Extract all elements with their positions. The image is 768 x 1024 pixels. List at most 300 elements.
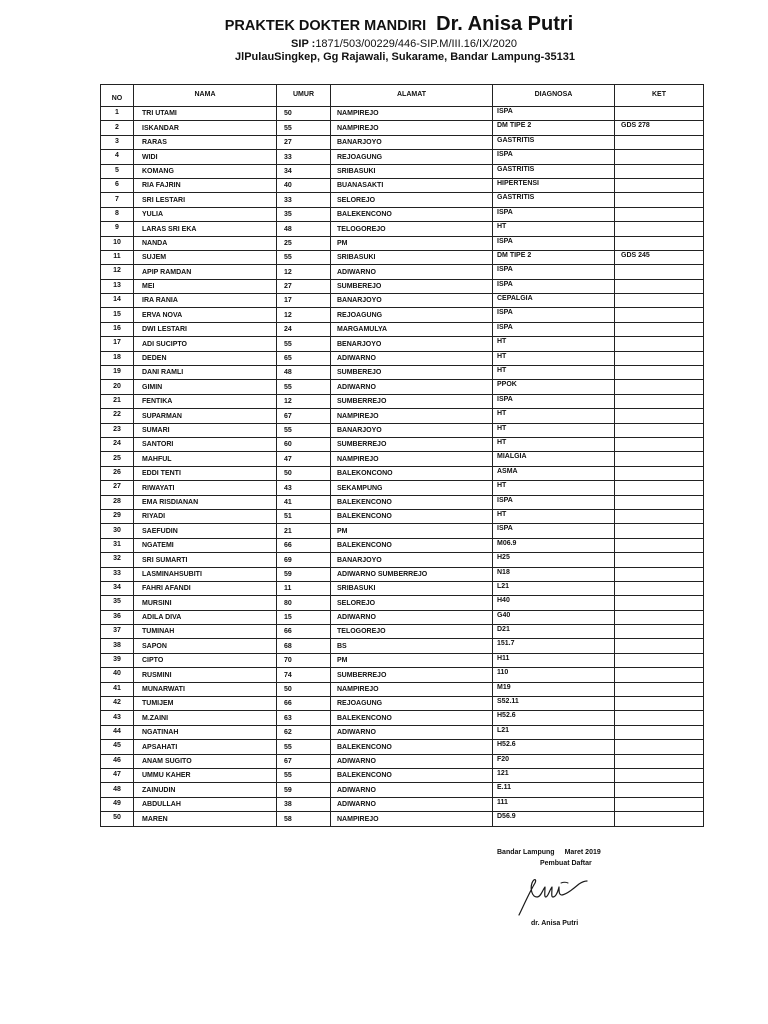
cell-nama: MAREN — [134, 812, 277, 826]
cell-alamat: TELOGOREJO — [331, 222, 493, 236]
cell-diagnosa: D56.9 — [493, 812, 615, 826]
cell-alamat: NAMPIREJO — [331, 683, 493, 697]
cell-alamat: BALEKENCONO — [331, 510, 493, 524]
cell-diagnosa: ISPA — [493, 308, 615, 322]
cell-nama: SRI LESTARI — [134, 193, 277, 207]
cell-no: 13 — [101, 280, 134, 294]
cell-diagnosa: H11 — [493, 654, 615, 668]
cell-nama: ADI SUCIPTO — [134, 337, 277, 351]
cell-alamat: REJOAGUNG — [331, 697, 493, 711]
cell-umur: 69 — [277, 553, 331, 567]
signer-role: Pembuat Daftar — [540, 860, 592, 867]
cell-diagnosa: ISPA — [493, 150, 615, 164]
cell-diagnosa: HT — [493, 337, 615, 351]
cell-diagnosa: ISPA — [493, 524, 615, 538]
cell-umur: 59 — [277, 783, 331, 797]
cell-no: 3 — [101, 136, 134, 150]
cell-alamat: BENARJOYO — [331, 337, 493, 351]
signer-name: dr. Anisa Putri — [531, 920, 579, 927]
cell-ket — [615, 165, 704, 179]
cell-umur: 21 — [277, 524, 331, 538]
cell-umur: 67 — [277, 755, 331, 769]
cell-no: 2 — [101, 121, 134, 135]
cell-nama: TUMINAH — [134, 625, 277, 639]
cell-diagnosa: CEPALGIA — [493, 294, 615, 308]
cell-diagnosa: HT — [493, 481, 615, 495]
cell-umur: 59 — [277, 568, 331, 582]
cell-ket — [615, 395, 704, 409]
cell-nama: ANAM SUGITO — [134, 755, 277, 769]
cell-nama: RIWAYATI — [134, 481, 277, 495]
cell-ket: GDS 245 — [615, 251, 704, 265]
cell-alamat: REJOAGUNG — [331, 308, 493, 322]
cell-umur: 41 — [277, 496, 331, 510]
cell-umur: 51 — [277, 510, 331, 524]
cell-diagnosa: ISPA — [493, 323, 615, 337]
sip-line — [40, 38, 768, 51]
cell-no: 16 — [101, 323, 134, 337]
cell-ket — [615, 452, 704, 466]
cell-diagnosa: HT — [493, 424, 615, 438]
cell-ket — [615, 683, 704, 697]
cell-no: 8 — [101, 208, 134, 222]
cell-ket — [615, 697, 704, 711]
cell-alamat: ADIWARNO — [331, 726, 493, 740]
cell-alamat: BANARJOYO — [331, 553, 493, 567]
cell-no: 6 — [101, 179, 134, 193]
cell-alamat: BALEKENCONO — [331, 496, 493, 510]
header-alamat: ALAMAT — [331, 85, 493, 107]
cell-diagnosa: 151.7 — [493, 639, 615, 653]
cell-ket — [615, 136, 704, 150]
cell-diagnosa: ISPA — [493, 265, 615, 279]
cell-ket — [615, 668, 704, 682]
cell-diagnosa: GASTRITIS — [493, 165, 615, 179]
cell-no: 19 — [101, 366, 134, 380]
cell-nama: GIMIN — [134, 380, 277, 394]
cell-ket — [615, 409, 704, 423]
cell-alamat: SRIBASUKI — [331, 165, 493, 179]
cell-nama: ZAINUDIN — [134, 783, 277, 797]
cell-umur: 70 — [277, 654, 331, 668]
cell-nama: TUMIJEM — [134, 697, 277, 711]
cell-diagnosa: ASMA — [493, 467, 615, 481]
cell-umur: 80 — [277, 596, 331, 610]
cell-no: 40 — [101, 668, 134, 682]
cell-ket — [615, 654, 704, 668]
cell-umur: 63 — [277, 711, 331, 725]
cell-ket — [615, 337, 704, 351]
cell-umur: 25 — [277, 237, 331, 251]
cell-no: 15 — [101, 308, 134, 322]
cell-umur: 66 — [277, 539, 331, 553]
cell-alamat: NAMPIREJO — [331, 107, 493, 121]
cell-umur: 55 — [277, 740, 331, 754]
cell-alamat: TELOGOREJO — [331, 625, 493, 639]
cell-ket — [615, 222, 704, 236]
cell-nama: IRA RANIA — [134, 294, 277, 308]
cell-alamat: SUMBERREJO — [331, 668, 493, 682]
cell-diagnosa: HT — [493, 510, 615, 524]
cell-alamat: BUANASAKTI — [331, 179, 493, 193]
cell-no: 17 — [101, 337, 134, 351]
cell-diagnosa: ISPA — [493, 237, 615, 251]
cell-umur: 48 — [277, 222, 331, 236]
cell-ket — [615, 150, 704, 164]
cell-ket — [615, 265, 704, 279]
cell-nama: MAHFUL — [134, 452, 277, 466]
cell-umur: 67 — [277, 409, 331, 423]
cell-alamat: ADIWARNO — [331, 798, 493, 812]
cell-alamat: NAMPIREJO — [331, 452, 493, 466]
document-title — [30, 13, 768, 37]
practice-address: JlPulauSingkep, Gg Rajawali, Sukarame, Bandar Lampung-35131 — [235, 51, 575, 63]
cell-umur: 12 — [277, 308, 331, 322]
cell-diagnosa: HIPERTENSI — [493, 179, 615, 193]
cell-alamat: BS — [331, 639, 493, 653]
cell-diagnosa: GASTRITIS — [493, 136, 615, 150]
cell-nama: SAPON — [134, 639, 277, 653]
cell-no: 18 — [101, 352, 134, 366]
cell-no: 50 — [101, 812, 134, 826]
cell-umur: 55 — [277, 380, 331, 394]
cell-nama: ERVA NOVA — [134, 308, 277, 322]
cell-no: 45 — [101, 740, 134, 754]
patient-table — [100, 84, 704, 827]
cell-umur: 43 — [277, 481, 331, 495]
cell-alamat: BALEKENCONO — [331, 740, 493, 754]
cell-no: 35 — [101, 596, 134, 610]
header-no: NO — [101, 85, 134, 107]
cell-diagnosa: HT — [493, 438, 615, 452]
cell-no: 44 — [101, 726, 134, 740]
cell-nama: SUJEM — [134, 251, 277, 265]
cell-diagnosa: N18 — [493, 568, 615, 582]
cell-ket — [615, 438, 704, 452]
cell-nama: KOMANG — [134, 165, 277, 179]
cell-diagnosa: ISPA — [493, 395, 615, 409]
cell-ket — [615, 568, 704, 582]
cell-diagnosa: PPOK — [493, 380, 615, 394]
cell-nama: SAEFUDIN — [134, 524, 277, 538]
sip-number: 1871/503/00229/446-SIP.M/III.16/IX/2020 — [315, 38, 517, 50]
cell-no: 27 — [101, 481, 134, 495]
cell-no: 33 — [101, 568, 134, 582]
cell-ket — [615, 366, 704, 380]
header-ket: KET — [615, 85, 704, 107]
cell-ket — [615, 510, 704, 524]
sip-label: SIP : — [291, 38, 316, 50]
cell-alamat: BALEKENCONO — [331, 769, 493, 783]
header-umur: UMUR — [277, 85, 331, 107]
practice-name: PRAKTEK DOKTER MANDIRI — [224, 18, 427, 34]
signature — [515, 875, 590, 917]
cell-nama: SUPARMAN — [134, 409, 277, 423]
cell-no: 11 — [101, 251, 134, 265]
cell-no: 7 — [101, 193, 134, 207]
cell-no: 49 — [101, 798, 134, 812]
cell-no: 43 — [101, 711, 134, 725]
cell-alamat: BALEKENCONO — [331, 539, 493, 553]
cell-alamat: SRIBASUKI — [331, 251, 493, 265]
cell-alamat: BALEKONCONO — [331, 467, 493, 481]
cell-diagnosa: S52.11 — [493, 697, 615, 711]
cell-no: 4 — [101, 150, 134, 164]
cell-no: 5 — [101, 165, 134, 179]
place-date-line — [497, 849, 601, 857]
cell-nama: LASMINAHSUBITI — [134, 568, 277, 582]
cell-nama: NANDA — [134, 237, 277, 251]
cell-nama: EDDI TENTI — [134, 467, 277, 481]
cell-nama: SUMARI — [134, 424, 277, 438]
cell-alamat: SELOREJO — [331, 596, 493, 610]
cell-ket — [615, 783, 704, 797]
cell-umur: 48 — [277, 366, 331, 380]
cell-diagnosa: MIALGIA — [493, 452, 615, 466]
cell-alamat: SRIBASUKI — [331, 582, 493, 596]
cell-diagnosa: E.11 — [493, 783, 615, 797]
cell-alamat: SEKAMPUNG — [331, 481, 493, 495]
cell-diagnosa: H40 — [493, 596, 615, 610]
cell-nama: ADILA DIVA — [134, 611, 277, 625]
cell-umur: 15 — [277, 611, 331, 625]
cell-ket — [615, 308, 704, 322]
cell-diagnosa: ISPA — [493, 496, 615, 510]
cell-umur: 66 — [277, 625, 331, 639]
cell-umur: 50 — [277, 467, 331, 481]
cell-ket — [615, 424, 704, 438]
cell-no: 37 — [101, 625, 134, 639]
cell-umur: 58 — [277, 812, 331, 826]
cell-alamat: SUMBEREJO — [331, 366, 493, 380]
cell-nama: APIP RAMDAN — [134, 265, 277, 279]
cell-alamat: ADIWARNO — [331, 265, 493, 279]
cell-diagnosa: 111 — [493, 798, 615, 812]
cell-ket — [615, 582, 704, 596]
cell-ket — [615, 467, 704, 481]
cell-alamat: BANARJOYO — [331, 294, 493, 308]
cell-alamat: SUMBERREJO — [331, 395, 493, 409]
cell-alamat: ADIWARNO — [331, 352, 493, 366]
cell-nama: FAHRI AFANDI — [134, 582, 277, 596]
cell-no: 46 — [101, 755, 134, 769]
cell-nama: ISKANDAR — [134, 121, 277, 135]
cell-ket — [615, 193, 704, 207]
cell-ket — [615, 237, 704, 251]
cell-no: 22 — [101, 409, 134, 423]
cell-diagnosa: F20 — [493, 755, 615, 769]
cell-no: 25 — [101, 452, 134, 466]
cell-ket — [615, 639, 704, 653]
cell-nama: YULIA — [134, 208, 277, 222]
cell-umur: 33 — [277, 150, 331, 164]
cell-diagnosa: 110 — [493, 668, 615, 682]
cell-diagnosa: H25 — [493, 553, 615, 567]
cell-alamat: ADIWARNO — [331, 783, 493, 797]
cell-ket — [615, 740, 704, 754]
cell-diagnosa: HT — [493, 409, 615, 423]
cell-alamat: ADIWARNO — [331, 380, 493, 394]
cell-alamat: BALEKENCONO — [331, 711, 493, 725]
cell-nama: DWI LESTARI — [134, 323, 277, 337]
cell-diagnosa: HT — [493, 366, 615, 380]
cell-nama: DANI RAMLI — [134, 366, 277, 380]
cell-alamat: BALEKENCONO — [331, 208, 493, 222]
cell-umur: 12 — [277, 395, 331, 409]
cell-umur: 24 — [277, 323, 331, 337]
cell-ket — [615, 352, 704, 366]
cell-ket — [615, 524, 704, 538]
cell-no: 1 — [101, 107, 134, 121]
header-nama: NAMA — [134, 85, 277, 107]
cell-ket — [615, 726, 704, 740]
cell-no: 48 — [101, 783, 134, 797]
cell-alamat: NAMPIREJO — [331, 121, 493, 135]
cell-no: 29 — [101, 510, 134, 524]
cell-umur: 33 — [277, 193, 331, 207]
cell-no: 23 — [101, 424, 134, 438]
cell-umur: 74 — [277, 668, 331, 682]
cell-diagnosa: M06.9 — [493, 539, 615, 553]
cell-umur: 17 — [277, 294, 331, 308]
cell-ket — [615, 179, 704, 193]
cell-alamat: PM — [331, 654, 493, 668]
cell-no: 9 — [101, 222, 134, 236]
cell-ket — [615, 596, 704, 610]
cell-nama: RUSMINI — [134, 668, 277, 682]
cell-diagnosa: GASTRITIS — [493, 193, 615, 207]
cell-umur: 62 — [277, 726, 331, 740]
cell-alamat: SUMBERREJO — [331, 438, 493, 452]
cell-umur: 55 — [277, 769, 331, 783]
cell-nama: SRI SUMARTI — [134, 553, 277, 567]
cell-no: 28 — [101, 496, 134, 510]
cell-alamat: NAMPIREJO — [331, 409, 493, 423]
cell-no: 39 — [101, 654, 134, 668]
cell-no: 34 — [101, 582, 134, 596]
cell-diagnosa: G40 — [493, 611, 615, 625]
cell-ket: GDS 278 — [615, 121, 704, 135]
cell-diagnosa: DM TIPE 2 — [493, 121, 615, 135]
cell-ket — [615, 553, 704, 567]
cell-no: 31 — [101, 539, 134, 553]
cell-umur: 55 — [277, 251, 331, 265]
cell-nama: RARAS — [134, 136, 277, 150]
cell-ket — [615, 323, 704, 337]
cell-ket — [615, 711, 704, 725]
cell-no: 14 — [101, 294, 134, 308]
cell-no: 41 — [101, 683, 134, 697]
cell-umur: 65 — [277, 352, 331, 366]
cell-nama: APSAHATI — [134, 740, 277, 754]
cell-umur: 60 — [277, 438, 331, 452]
cell-nama: WIDI — [134, 150, 277, 164]
cell-diagnosa: HT — [493, 222, 615, 236]
cell-nama: UMMU KAHER — [134, 769, 277, 783]
cell-nama: ABDULLAH — [134, 798, 277, 812]
cell-no: 20 — [101, 380, 134, 394]
cell-nama: FENTIKA — [134, 395, 277, 409]
cell-diagnosa: DM TIPE 2 — [493, 251, 615, 265]
cell-diagnosa: ISPA — [493, 107, 615, 121]
cell-nama: LARAS SRI EKA — [134, 222, 277, 236]
cell-nama: RIA FAJRIN — [134, 179, 277, 193]
cell-ket — [615, 280, 704, 294]
cell-umur: 40 — [277, 179, 331, 193]
cell-nama: EMA RISDIANAN — [134, 496, 277, 510]
cell-no: 38 — [101, 639, 134, 653]
cell-no: 24 — [101, 438, 134, 452]
cell-ket — [615, 380, 704, 394]
cell-nama: MURSINI — [134, 596, 277, 610]
cell-umur: 66 — [277, 697, 331, 711]
cell-diagnosa: ISPA — [493, 280, 615, 294]
cell-nama: CIPTO — [134, 654, 277, 668]
cell-nama: M.ZAINI — [134, 711, 277, 725]
cell-ket — [615, 107, 704, 121]
cell-umur: 55 — [277, 337, 331, 351]
cell-umur: 50 — [277, 107, 331, 121]
cell-umur: 55 — [277, 121, 331, 135]
cell-diagnosa: H52.6 — [493, 711, 615, 725]
cell-umur: 27 — [277, 280, 331, 294]
cell-diagnosa: D21 — [493, 625, 615, 639]
cell-nama: NGATINAH — [134, 726, 277, 740]
cell-alamat: REJOAGUNG — [331, 150, 493, 164]
cell-no: 12 — [101, 265, 134, 279]
cell-no: 42 — [101, 697, 134, 711]
cell-umur: 38 — [277, 798, 331, 812]
cell-ket — [615, 769, 704, 783]
cell-umur: 55 — [277, 424, 331, 438]
cell-no: 36 — [101, 611, 134, 625]
cell-diagnosa: L21 — [493, 582, 615, 596]
cell-alamat: NAMPIREJO — [331, 812, 493, 826]
cell-diagnosa: ISPA — [493, 208, 615, 222]
cell-diagnosa: 121 — [493, 769, 615, 783]
cell-diagnosa: L21 — [493, 726, 615, 740]
cell-diagnosa: HT — [493, 352, 615, 366]
cell-no: 26 — [101, 467, 134, 481]
cell-ket — [615, 481, 704, 495]
cell-umur: 47 — [277, 452, 331, 466]
cell-nama: MUNARWATI — [134, 683, 277, 697]
header-diagnosa: DIAGNOSA — [493, 85, 615, 107]
cell-umur: 50 — [277, 683, 331, 697]
cell-alamat: BANARJOYO — [331, 424, 493, 438]
doctor-name: Dr. Anisa Putri — [436, 13, 574, 35]
cell-nama: TRI UTAMI — [134, 107, 277, 121]
cell-alamat: ADIWARNO — [331, 611, 493, 625]
cell-ket — [615, 798, 704, 812]
cell-nama: RIYADI — [134, 510, 277, 524]
cell-no: 21 — [101, 395, 134, 409]
cell-ket — [615, 208, 704, 222]
date: Maret 2019 — [564, 849, 601, 856]
cell-no: 30 — [101, 524, 134, 538]
place: Bandar Lampung — [497, 849, 555, 856]
cell-nama: SANTORI — [134, 438, 277, 452]
cell-alamat: MARGAMULYA — [331, 323, 493, 337]
cell-ket — [615, 539, 704, 553]
cell-no: 32 — [101, 553, 134, 567]
cell-alamat: SELOREJO — [331, 193, 493, 207]
cell-ket — [615, 294, 704, 308]
cell-umur: 35 — [277, 208, 331, 222]
cell-diagnosa: H52.6 — [493, 740, 615, 754]
cell-umur: 12 — [277, 265, 331, 279]
cell-no: 10 — [101, 237, 134, 251]
